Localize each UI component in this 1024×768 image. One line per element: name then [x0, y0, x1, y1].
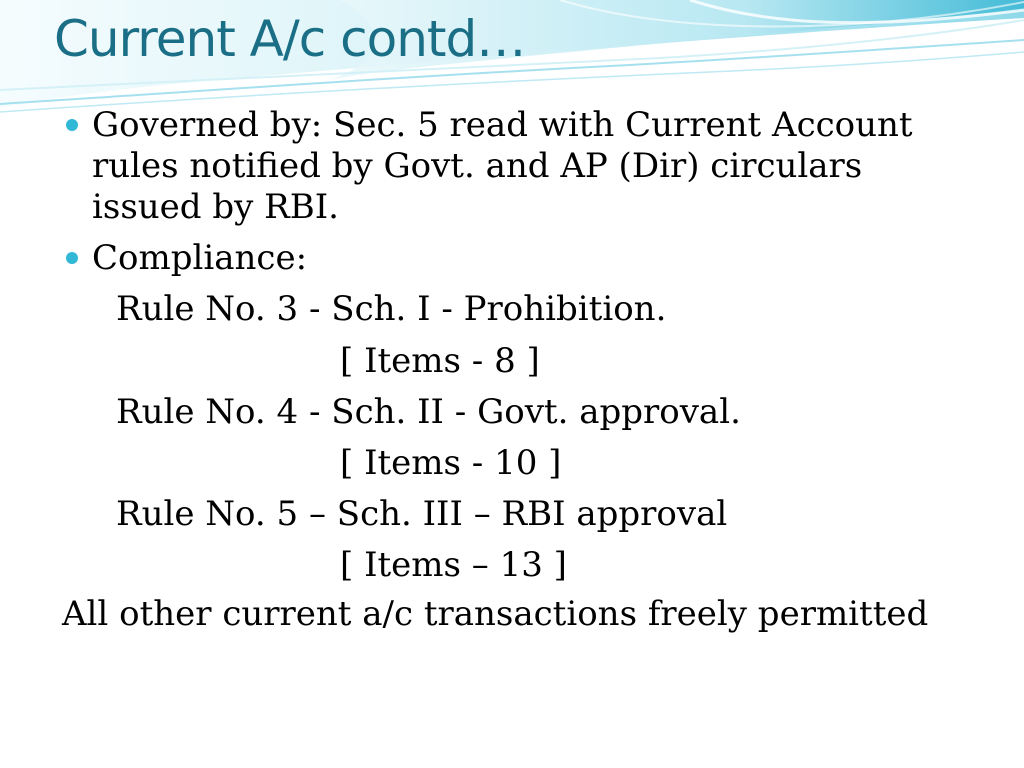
rule-5-line: Rule No. 5 – Sch. III – RBI approval	[116, 494, 728, 534]
rule-5-items: [ Items – 13 ]	[340, 545, 567, 585]
bullet-governed-by: Governed by: Sec. 5 read with Current Account rules notified by Govt. and AP (Dir) circulars issued by RBI.	[92, 105, 913, 227]
slide-title: Current A/c contd…	[54, 10, 526, 68]
rule-4-items: [ Items - 10 ]	[340, 443, 562, 483]
footer-line: All other current a/c transactions freely permitted	[62, 594, 929, 634]
rule-3-line: Rule No. 3 - Sch. I - Prohibition.	[116, 289, 667, 329]
bullet-dot-icon	[66, 119, 78, 131]
bullet-dot-icon	[66, 252, 78, 264]
rule-3-items: [ Items - 8 ]	[340, 341, 540, 381]
rule-4-line: Rule No. 4 - Sch. II - Govt. approval.	[116, 392, 741, 432]
bullet-compliance: Compliance:	[92, 238, 308, 278]
